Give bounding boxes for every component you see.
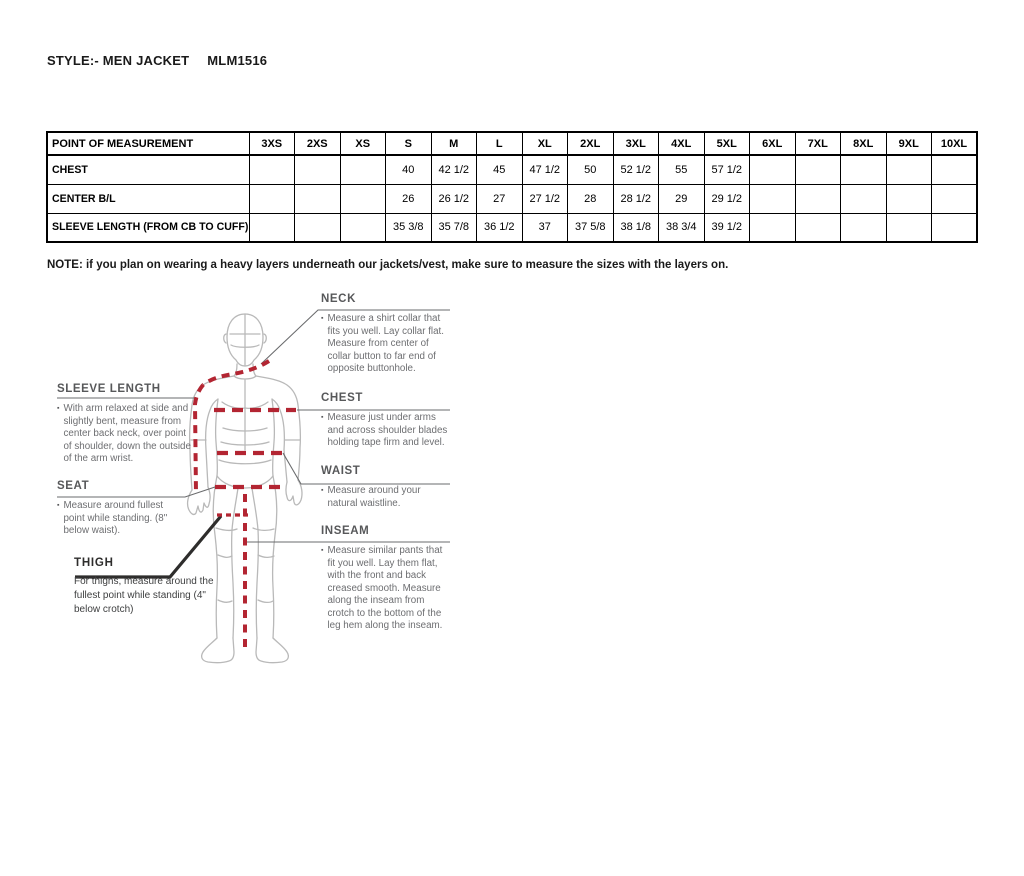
thigh-desc: For thighs, measure around the fullest point while standing (4" below crotch) — [74, 576, 214, 615]
column-header-size: 8XL — [841, 132, 887, 155]
table-cell — [340, 184, 386, 213]
table-cell: 50 — [568, 155, 614, 184]
table-cell — [340, 213, 386, 242]
table-cell: 29 1/2 — [704, 184, 750, 213]
column-header-size: 10XL — [932, 132, 978, 155]
column-header-size: 2XL — [568, 132, 614, 155]
column-header-size: 3XL — [613, 132, 659, 155]
table-cell: 39 1/2 — [704, 213, 750, 242]
inseam-desc: Measure similar pants that fit you well. Lay them flat, with the front and back creased smooth. Measure along the inseam from crotch to the bottom of the leg hem along the inseam. — [327, 545, 443, 631]
column-header-size: 5XL — [704, 132, 750, 155]
table-cell — [841, 184, 887, 213]
row-label: CENTER B/L — [47, 184, 249, 213]
bullet-icon: ▪ — [321, 547, 324, 554]
table-cell: 26 — [386, 184, 432, 213]
row-label: SLEEVE LENGTH (FROM CB TO CUFF) — [47, 213, 249, 242]
table-cell: 29 — [659, 184, 705, 213]
neck-title: NECK — [321, 293, 356, 305]
table-cell — [795, 213, 841, 242]
column-header-size: XL — [522, 132, 568, 155]
bullet-icon: ▪ — [321, 315, 324, 322]
table-cell: 40 — [386, 155, 432, 184]
note-text: NOTE: if you plan on wearing a heavy layers underneath our jackets/vest, make sure to measure the sizes with the layers on. — [47, 259, 729, 271]
table-cell: 37 — [522, 213, 568, 242]
column-header-size: XS — [340, 132, 386, 155]
table-cell: 38 3/4 — [659, 213, 705, 242]
column-header-size: S — [386, 132, 432, 155]
table-cell — [295, 184, 341, 213]
table-cell — [249, 213, 295, 242]
table-header-row — [47, 132, 977, 155]
table-cell: 45 — [477, 155, 523, 184]
chest-desc: Measure just under arms and across shoulder blades holding tape firm and level. — [327, 412, 448, 448]
table-cell: 28 1/2 — [613, 184, 659, 213]
table-cell — [841, 155, 887, 184]
style-code: MLM1516 — [207, 53, 268, 68]
label-seat — [57, 480, 187, 538]
table-cell — [795, 155, 841, 184]
table-cell: 28 — [568, 184, 614, 213]
table-cell — [886, 155, 932, 184]
table-cell: 35 3/8 — [386, 213, 432, 242]
bullet-icon: ▪ — [321, 487, 324, 494]
table-row — [47, 213, 977, 242]
page-title — [47, 53, 267, 68]
chest-title: CHEST — [321, 392, 363, 404]
column-header-size: 4XL — [659, 132, 705, 155]
bullet-icon: ▪ — [57, 405, 60, 412]
column-header-size: 3XS — [249, 132, 295, 155]
table-cell — [932, 213, 978, 242]
thigh-title: THIGH — [74, 557, 114, 569]
column-header-size: L — [477, 132, 523, 155]
label-chest — [321, 392, 461, 450]
table-cell: 57 1/2 — [704, 155, 750, 184]
table-cell — [932, 155, 978, 184]
table-cell: 27 1/2 — [522, 184, 568, 213]
neck-measure-line — [203, 361, 269, 385]
column-header-size: M — [431, 132, 477, 155]
table-cell — [886, 213, 932, 242]
sleeve-length-title: SLEEVE LENGTH — [57, 383, 161, 395]
size-table — [46, 131, 978, 243]
inseam-title: INSEAM — [321, 525, 370, 537]
table-row — [47, 184, 977, 213]
seat-title: SEAT — [57, 480, 90, 492]
table-cell — [295, 155, 341, 184]
bullet-icon: ▪ — [321, 414, 324, 421]
table-cell — [340, 155, 386, 184]
table-cell: 38 1/8 — [613, 213, 659, 242]
table-cell: 42 1/2 — [431, 155, 477, 184]
column-header-size: 9XL — [886, 132, 932, 155]
table-cell: 36 1/2 — [477, 213, 523, 242]
table-cell — [750, 184, 796, 213]
table-cell: 52 1/2 — [613, 155, 659, 184]
label-inseam — [321, 525, 461, 633]
table-cell — [750, 213, 796, 242]
table-cell — [750, 155, 796, 184]
table-cell: 26 1/2 — [431, 184, 477, 213]
size-table-container — [46, 131, 978, 243]
label-thigh — [74, 557, 234, 617]
table-cell: 37 5/8 — [568, 213, 614, 242]
table-cell — [249, 184, 295, 213]
table-cell — [295, 213, 341, 242]
row-label: CHEST — [47, 155, 249, 184]
label-neck — [321, 293, 461, 376]
waist-desc: Measure around your natural waistline. — [327, 485, 421, 509]
bullet-icon: ▪ — [57, 502, 60, 509]
column-header-point-of-measurement: POINT OF MEASUREMENT — [47, 132, 249, 155]
table-cell — [249, 155, 295, 184]
table-cell — [841, 213, 887, 242]
sleeve-length-desc: With arm relaxed at side and slightly bent, measure from center back neck, over point of shoulder, down the outside of the arm wrist. — [63, 403, 191, 464]
table-cell: 35 7/8 — [431, 213, 477, 242]
table-cell — [795, 184, 841, 213]
neck-desc: Measure a shirt collar that fits you well. Lay collar flat. Measure from center of collar button to far end of opposite buttonhole. — [327, 313, 445, 374]
table-cell: 47 1/2 — [522, 155, 568, 184]
column-header-size: 2XS — [295, 132, 341, 155]
table-cell: 27 — [477, 184, 523, 213]
style-label: STYLE:- MEN JACKET — [47, 53, 190, 68]
column-header-size: 6XL — [750, 132, 796, 155]
table-cell: 55 — [659, 155, 705, 184]
table-row — [47, 155, 977, 184]
label-sleeve-length — [57, 383, 197, 466]
table-cell — [932, 184, 978, 213]
column-header-size: 7XL — [795, 132, 841, 155]
seat-desc: Measure around fullest point while standing. (8" below waist). — [63, 500, 168, 536]
waist-title: WAIST — [321, 465, 361, 477]
table-cell — [886, 184, 932, 213]
label-waist — [321, 465, 461, 510]
